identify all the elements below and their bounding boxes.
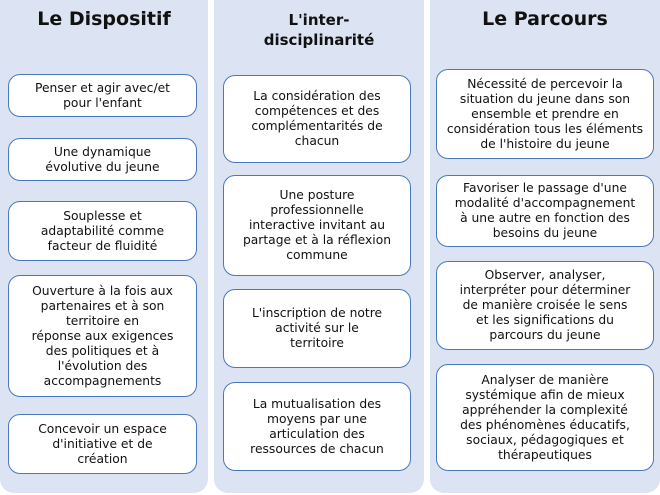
column-dispositif [0,0,208,493]
card: Penser et agir avec/et pour l'enfant [8,74,197,117]
column-title: Le Dispositif [37,8,171,30]
card: Analyser de manière systémique afin de mieux appréhender la complexité des phénomènes éducatifs, sociaux, pédagogiques et thérapeutiques [436,364,654,471]
card: La considération des compétences et des complémentarités de chacun [223,75,411,163]
card: Souplesse et adaptabilité comme facteur de fluidité [8,201,197,261]
card: Une posture professionnelle interactive invitant au partage et à la réflexion commune [223,175,411,276]
card: Ouverture à la fois aux partenaires et à son territoire en réponse aux exigences des politiques et à l'évolution des accompagnements [8,275,197,397]
column-title: L'inter- disciplinarité [263,11,375,49]
card: Nécessité de percevoir la situation du jeune dans son ensemble et prendre en considération tous les éléments de l'histoire du jeune [436,69,654,159]
column-parcours [430,0,660,493]
column-title: Le Parcours [482,8,608,30]
card: Observer, analyser, interpréter pour déterminer de manière croisée le sens et les significations du parcours du jeune [436,261,654,350]
card: Favoriser le passage d'une modalité d'accompagnement à une autre en fonction des besoins du jeune [436,175,654,247]
card: Une dynamique évolutive du jeune [8,138,197,181]
card: Concevoir un espace d'initiative et de création [8,414,197,474]
card: L'inscription de notre activité sur le territoire [223,289,411,368]
card: La mutualisation des moyens par une articulation des ressources de chacun [223,382,411,471]
column-interdisciplinarite [214,0,424,493]
